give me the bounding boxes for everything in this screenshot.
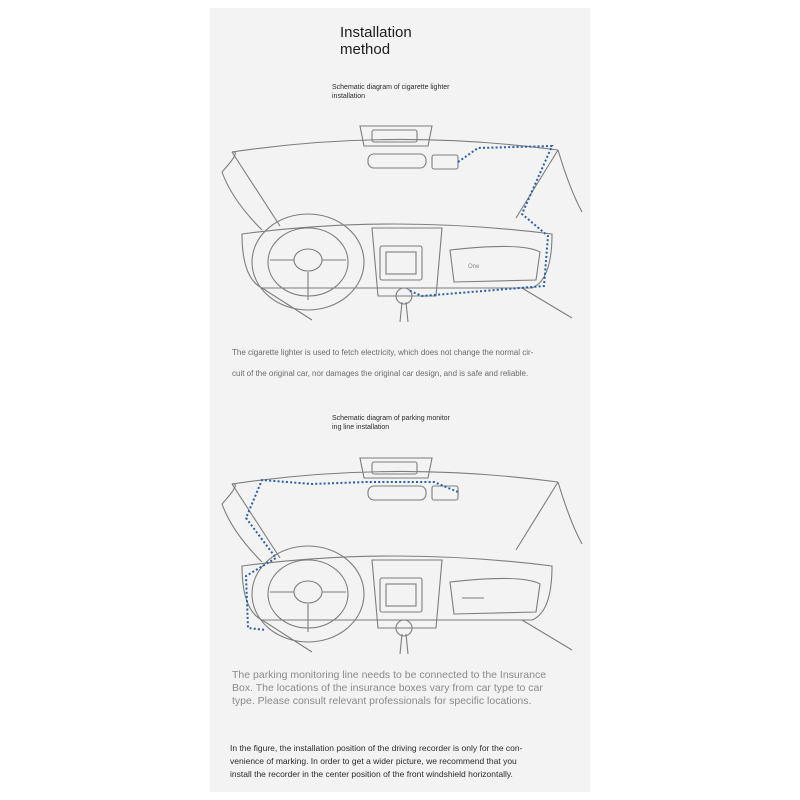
paragraph-cigarette-lighter	[232, 342, 577, 384]
paragraph2-line-2: Box. The locations of the insurance boxes vary from car type to car	[232, 682, 543, 694]
overhead-console-icon	[360, 458, 432, 478]
note-line-3: install the recorder in the center position of the front windshield horizontally.	[230, 769, 513, 779]
paragraph2-line-3: type. Please consult relevant professionals for specific locations.	[232, 695, 532, 707]
note-line-1: In the figure, the installation position of the driving recorder is only for the con-	[230, 743, 523, 753]
diagram2-caption	[332, 414, 450, 432]
paragraph2-line-1: The parking monitoring line needs to be connected to the Insurance	[232, 669, 547, 681]
dash-camera-icon	[432, 486, 458, 500]
rear-view-mirror-icon	[368, 486, 426, 500]
installation-note	[230, 742, 590, 781]
car-interior-illustration	[222, 126, 582, 322]
diagram1-caption-line-1: Schematic diagram of cigarette lighter	[332, 84, 450, 91]
rear-view-mirror-icon	[368, 154, 426, 168]
car-interior-illustration	[222, 458, 582, 654]
paragraph1-line-2: cuit of the original car, nor damages the original car design, and is safe and reliable.	[232, 369, 529, 378]
note-line-2: venience of marking. In order to get a wider picture, we recommend that you	[230, 756, 517, 766]
diagram1-caption	[332, 83, 450, 101]
paragraph-parking-monitor	[232, 669, 577, 708]
power-cable-route	[408, 146, 552, 296]
page-title	[340, 24, 480, 58]
cigarette-lighter-diagram	[222, 110, 582, 330]
title-line-1: Installation	[340, 24, 412, 41]
glovebox-label: One	[468, 264, 480, 270]
overhead-console-icon	[360, 126, 432, 146]
diagram2-caption-line-1: Schematic diagram of parking monitor	[332, 415, 450, 422]
diagram1-caption-line-2: installation	[332, 93, 366, 100]
dash-camera-icon	[432, 155, 458, 169]
title-line-2: method	[340, 41, 391, 58]
parking-monitor-diagram	[222, 442, 582, 662]
paragraph1-line-1: The cigarette lighter is used to fetch electricity, which does not change the normal cir-	[232, 348, 534, 357]
diagram2-caption-line-2: ing line installation	[332, 424, 390, 431]
